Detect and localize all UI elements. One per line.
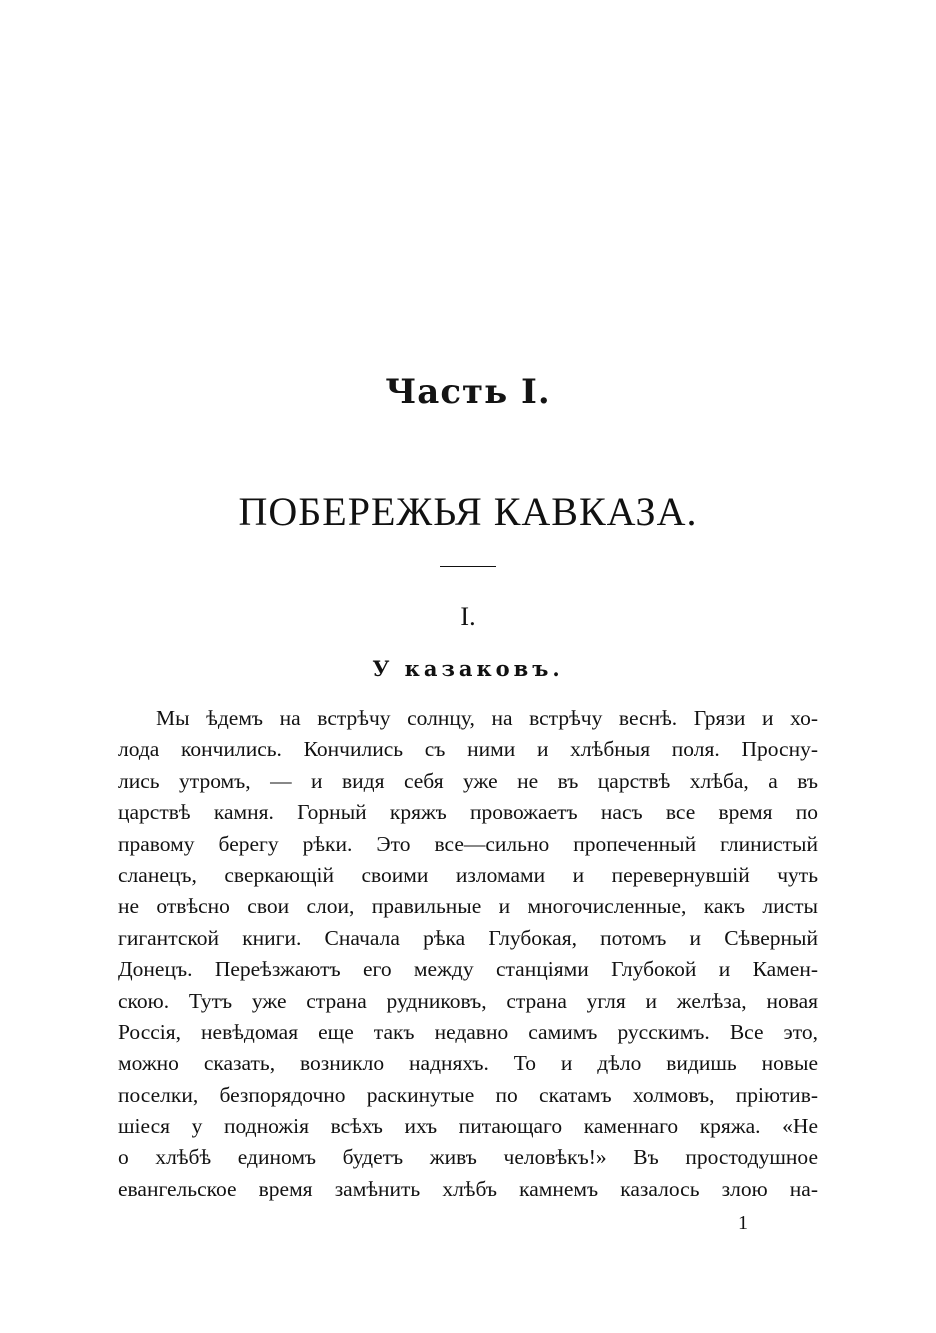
body-line: лись утромъ, — и видя себя уже не въ царствѣ хлѣба, а въ — [118, 768, 818, 793]
part-title: Часть I. — [385, 372, 551, 412]
section-title: У казаковъ. — [372, 656, 564, 681]
body-text — [118, 703, 818, 1205]
body-line: евангельское время замѣнить хлѣбъ камнемъ казалось злою на- — [118, 1176, 818, 1201]
body-line: можно сказать, возникло надняхъ. То и дѣло видишь новые — [118, 1051, 818, 1076]
body-line: гигантской книги. Сначала рѣка Глубокая, потомъ и Сѣверный — [118, 925, 818, 950]
body-line: поселки, безпорядочно раскинутые по скатамъ холмовъ, пріютив- — [118, 1082, 818, 1107]
body-line: скою. Тутъ уже страна рудниковъ, страна угля и желѣза, новая — [118, 988, 818, 1013]
page-number: 1 — [738, 1212, 748, 1234]
body-line: сланецъ, сверкающій своими изломами и перевернувшій чуть — [118, 862, 818, 887]
body-line: Мы ѣдемъ на встрѣчу солнцу, на встрѣчу веснѣ. Грязи и хо- — [156, 706, 818, 730]
body-line: шіеся у подножія всѣхъ ихъ питающаго каменнаго кряжа. «Не — [118, 1114, 818, 1139]
body-line: правому берегу рѣки. Это все—сильно пропеченный глинистый — [118, 831, 818, 856]
body-line: не отвѣсно свои слои, правильные и многочисленные, какъ листы — [118, 894, 818, 919]
body-line: Россія, невѣдомая еще такъ недавно самимъ русскимъ. Все это, — [118, 1019, 818, 1044]
body-line: Донецъ. Переѣзжаютъ его между станціями Глубокой и Камен- — [118, 957, 818, 982]
title-divider — [440, 566, 496, 567]
body-line: царствѣ камня. Горный кряжъ провожаетъ насъ все время по — [118, 800, 818, 825]
chapter-number: I. — [460, 602, 476, 631]
main-title: ПОБЕРЕЖЬЯ КАВКАЗА. — [238, 489, 698, 534]
body-line: лода кончились. Кончились съ ними и хлѣбныя поля. Просну- — [118, 737, 818, 762]
body-line: о хлѣбѣ единомъ будетъ живъ человѣкъ!» Въ простодушное — [118, 1145, 818, 1170]
